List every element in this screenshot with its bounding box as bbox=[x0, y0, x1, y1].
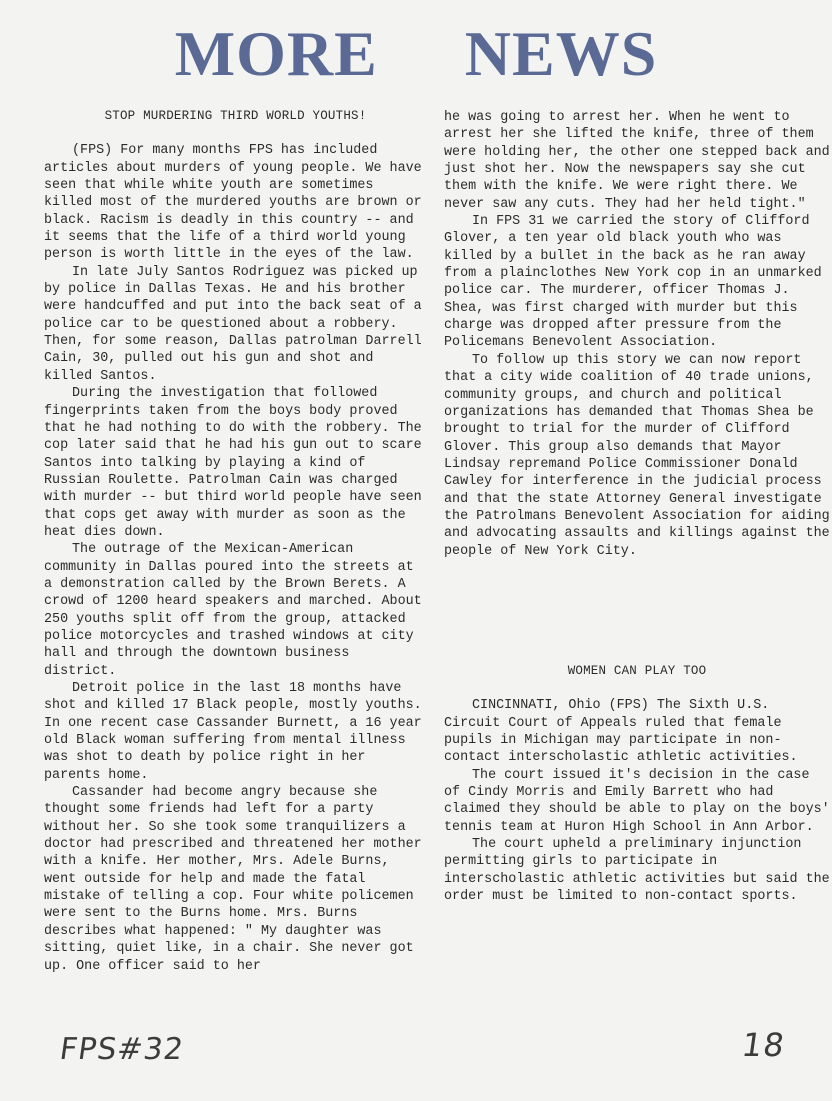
paragraph: During the investigation that followed fingerprints taken from the boys body proved that he had nothing to do with the robbery. The cop later said that he had his gun out to scare Santos into talking by playing a kind of Russian Roulette. Patrolman Cain was charged with murder -- but third world people have seen that cops get away with murder as soon as the heat dies down. bbox=[44, 386, 422, 540]
paragraph: The outrage of the Mexican-American community in Dallas poured into the streets at a demonstration called by the Brown Berets. A crowd of 1200 heard speakers and marched. About 250 youths split off from the group, attacked police motorcycles and trashed windows at city hall and through the downtown business district. bbox=[44, 542, 422, 679]
column-gap bbox=[444, 560, 830, 663]
masthead-word-more: MORE bbox=[174, 18, 378, 89]
paragraph: Cassander had become angry because she thought some friends had left for a party without her. So she took some tranquilizers a doctor had prescribed and threatened her mother with a knife. Her mother, Mrs. Adele Burns, went outside for help and made the fatal mistake of telling a cop. Four white policemen were sent to the Burns home. Mrs. Burns describes what happened: " My daughter was sitting, quiet like, in a chair. She never got up. One officer said to her bbox=[44, 785, 422, 974]
handwritten-page-number: 18 bbox=[739, 1026, 788, 1064]
paragraph: The court upheld a preliminary injunction permitting girls to participate in interscholastic athletic activities but said the order must be limited to non-contact sports. bbox=[444, 837, 830, 905]
masthead-word-news: NEWS bbox=[464, 18, 658, 89]
paragraph: he was going to arrest her. When he went to arrest her she lifted the knife, three of them were holding her, the other one stepped back and just shot her. Now the newspapers say she cut them with the knife. We were right there. We never saw any cuts. They had her held tight." bbox=[444, 110, 830, 212]
right-column bbox=[444, 109, 830, 905]
paragraph: (FPS) For many months FPS has included articles about murders of young people. We have seen that while white youth are sometimes killed most of the murdered youths are brown or black. Racism is deadly in this country -- and it seems that the life of a third world young person is worth little in the eyes of the law. bbox=[44, 143, 422, 263]
article-headline-murders: STOP MURDERING THIRD WORLD YOUTHS! bbox=[104, 109, 367, 123]
paragraph: The court issued it's decision in the case of Cindy Morris and Emily Barrett who had claimed they should be able to play on the boys' tennis team at Huron High School in Ann Arbor. bbox=[444, 767, 830, 835]
paragraph: To follow up this story we can now report that a city wide coalition of 40 trade unions, community groups, and church and political organizations has demanded that Thomas Shea be brought to trial for the murder of Clifford Glover. This group also demands that Mayor Lindsay repremand Police Commissioner Donald Cawley for interference in the judicial process and that the state Attorney General investigate the Patrolmans Benevolent Association for aiding and advocating assaults and killings against the people of New York City. bbox=[444, 352, 830, 559]
paragraph: CINCINNATI, Ohio (FPS) The Sixth U.S. Circuit Court of Appeals ruled that female pupils in Michigan may participate in non-contact interscholastic athletic activities. bbox=[444, 698, 798, 766]
left-column bbox=[44, 108, 427, 975]
handwritten-issue-number: FPS#32 bbox=[57, 1032, 187, 1067]
paragraph: In late July Santos Rodriguez was picked up by police in Dallas Texas. He and his brother were handcuffed and put into the back seat of a police car to be questioned about a robbery. Then, for some reason, Dallas patrolman Darrell Cain, 30, pulled out his gun and shot and killed Santos. bbox=[44, 264, 422, 384]
article-headline-women: WOMEN CAN PLAY TOO bbox=[567, 663, 707, 678]
paragraph: Detroit police in the last 18 months have shot and killed 17 Black people, mostly youths. In one recent case Cassander Burnett, a 16 year old Black woman suffering from mental illness was shot to death by police right in her parents home. bbox=[44, 681, 422, 783]
masthead-title bbox=[0, 18, 832, 89]
paragraph: In FPS 31 we carried the story of Clifford Glover, a ten year old black youth who was killed by a bullet in the back as he ran away from a plainclothes New York cop in an unmarked police car. The murderer, officer Thomas J. Shea, was first charged with murder but this charge was dropped after pressure from the Policemans Benevolent Association. bbox=[444, 214, 822, 351]
